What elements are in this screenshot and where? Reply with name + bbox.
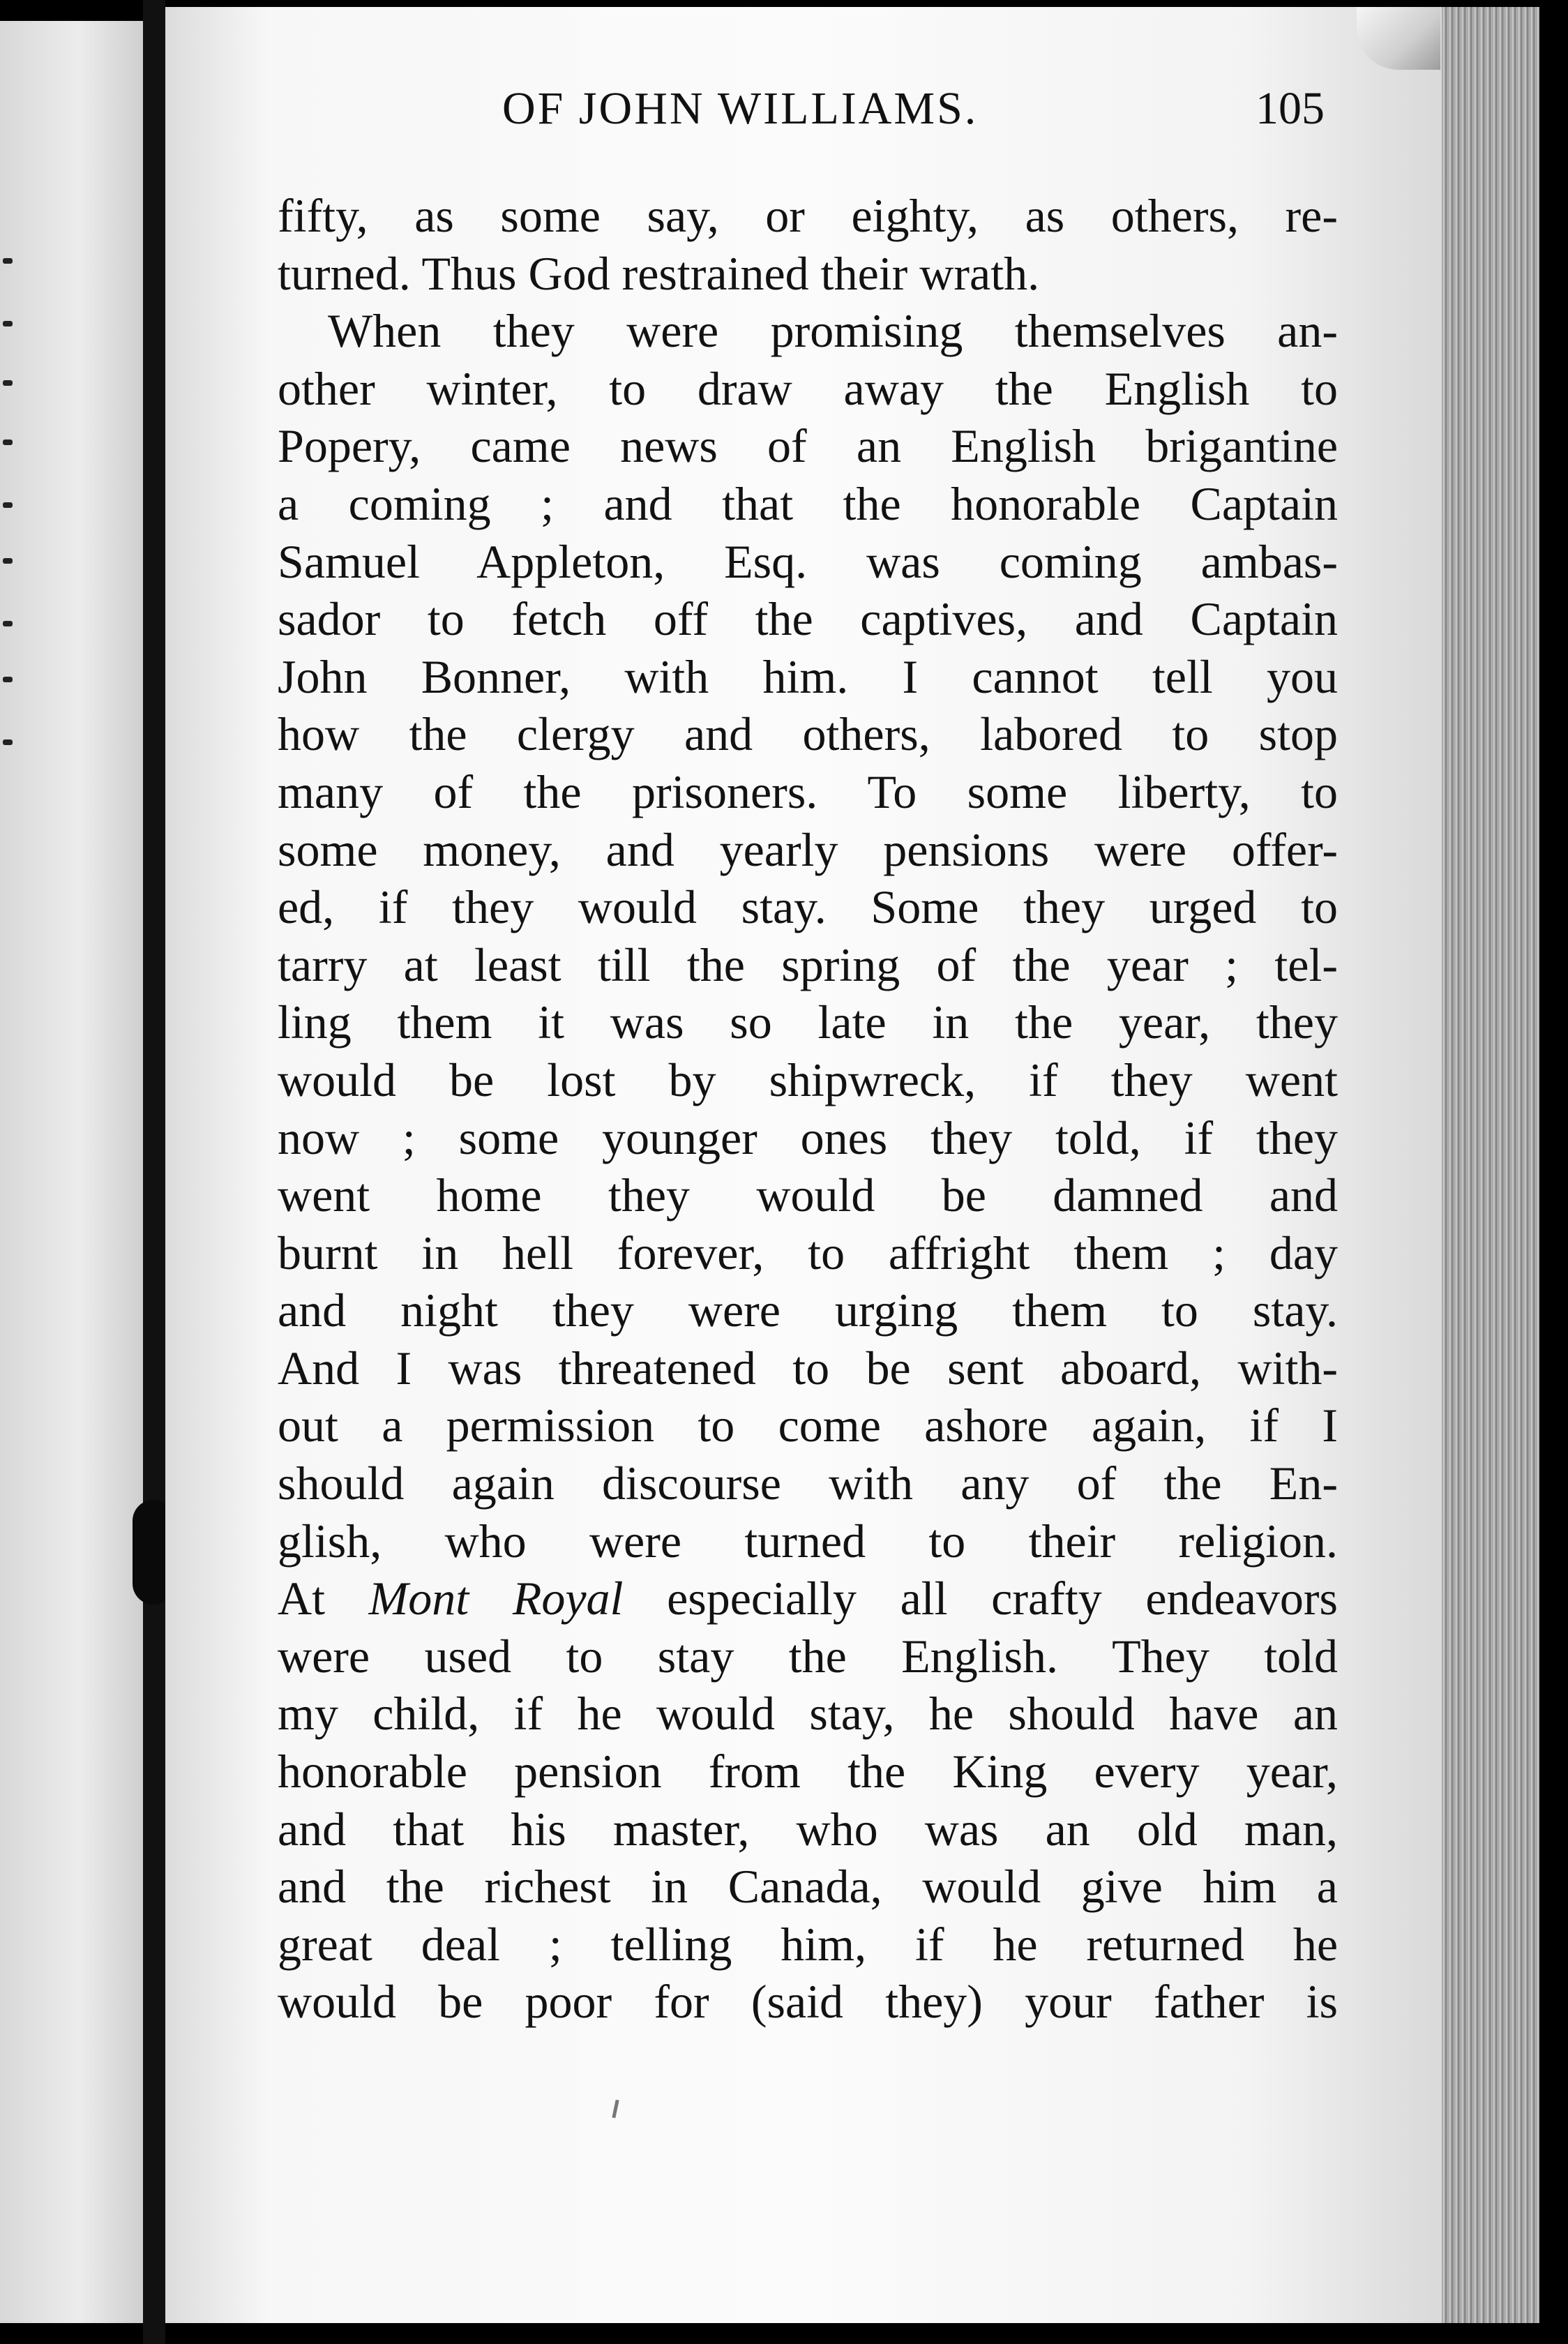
text-line: my child, if he would stay, he should have an [278,1687,1338,1741]
book-gutter [143,0,165,2344]
page-header [502,82,1339,152]
text-line: And I was threatened to be sent aboard, with- [278,1341,1338,1395]
text-line: and that his master, who was an old man, [278,1802,1338,1856]
text-line: Popery, came news of an English brigantine [278,419,1338,473]
text-line: went home they would be damned and [278,1169,1338,1222]
text-line: should again discourse with any of the En- [278,1457,1338,1510]
text-line: now ; some younger ones they told, if they [278,1111,1338,1164]
text-line: and night they were urging them to stay. [278,1284,1338,1337]
previous-page-text-fragments [0,230,21,858]
text-line: John Bonner, with him. I cannot tell you [278,649,1338,703]
text-line: would be poor for (said they) your father is [278,1975,1338,2029]
place-name-italic: Mont Royal [368,1572,624,1625]
text-line: great deal ; telling him, if he returned he [278,1917,1338,1971]
text-line: turned. Thus God restrained their wrath. [278,246,1040,300]
text-line: sador to fetch off the captives, and Captain [278,592,1338,646]
text-line: honorable pension from the King every year, [278,1745,1338,1798]
text-line: out a permission to come ashore again, if I [278,1399,1338,1452]
text-line: many of the prisoners. To some liberty, to [278,765,1338,818]
text-line-mixed [278,1570,1338,1628]
text-line: Samuel Appleton, Esq. was coming ambas- [278,534,1338,588]
text-line-rest: especially all crafty endeavors [667,1572,1339,1625]
text-line: tarry at least till the spring of the year ; tel- [278,938,1338,991]
text-line: would be lost by shipwreck, if they went [278,1053,1338,1106]
body-text [278,187,1338,2031]
text-line: ed, if they would stay. Some they urged to [278,880,1338,934]
text-line: and the richest in Canada, would give him a [278,1860,1338,1914]
text-line: When they were promising themselves an- [328,304,1338,358]
running-head: OF JOHN WILLIAMS. [502,83,979,134]
text-line: were used to stay the English. They told [278,1629,1338,1683]
text-line-prefix: At [278,1572,325,1625]
text-line: ling them it was so late in the year, they [278,996,1338,1049]
text-line: how the clergy and others, labored to stop [278,707,1338,761]
page-fore-edge [1442,7,1539,2323]
previous-page-edge [0,21,143,2323]
text-line: a coming ; and that the honorable Captain [278,476,1338,530]
text-line: other winter, to draw away the English to [278,361,1338,415]
text-line: fifty, as some say, or eighty, as others, re- [278,189,1338,242]
page-number: 105 [1256,83,1325,134]
text-line: glish, who were turned to their religion. [278,1514,1338,1568]
text-line: burnt in hell forever, to affright them ; day [278,1226,1338,1279]
text-line: some money, and yearly pensions were offer- [278,822,1338,876]
